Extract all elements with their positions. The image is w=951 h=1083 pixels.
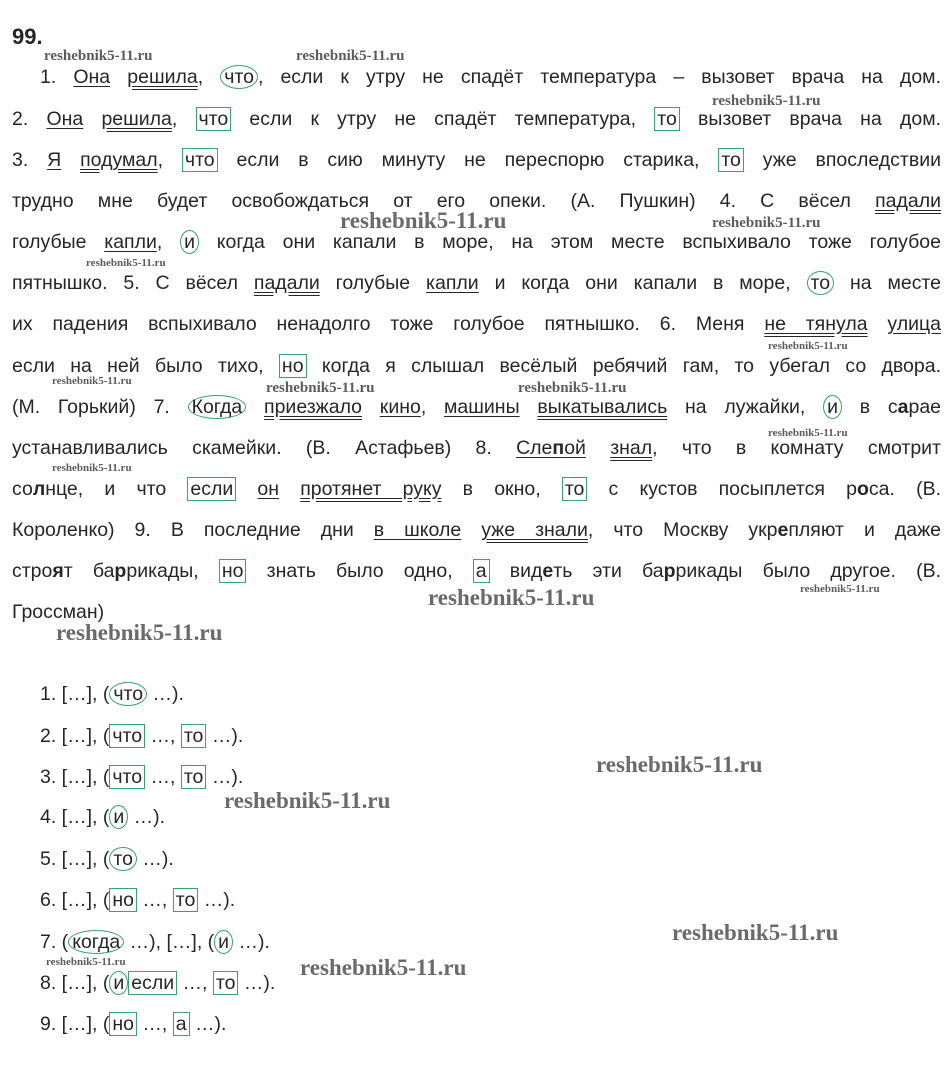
watermark: reshebnik5-11.ru xyxy=(768,427,848,439)
watermark: reshebnik5-11.ru xyxy=(518,380,627,396)
text-line-12: Короленко) 9. В последние дни в школе уже знали, что Москву укрепляют и даже xyxy=(12,519,942,541)
text-line-2: 2. Она решила, что если к утру не спадёт температура, то вызовет врача на дом. xyxy=(12,108,942,130)
text-line-8: если на ней было тихо, но когда я слышал весёлый ребячий гам, то убегал со двора. xyxy=(12,355,941,377)
scheme-9: 9. […], ( но …, а …). xyxy=(40,1013,227,1035)
watermark: reshebnik5-11.ru xyxy=(56,620,223,645)
text-line-1: 1. Она решила, что , если к утру не спадёт температура – вызовет врача на дом. xyxy=(40,66,942,88)
scheme-5: 5. […], ( то …). xyxy=(40,848,174,870)
text-line-3: 3. Я подумал, что если в сию минуту не переспорю старика, то уже впоследствии xyxy=(12,149,942,171)
watermark: reshebnik5-11.ru xyxy=(44,48,153,64)
watermark: reshebnik5-11.ru xyxy=(712,93,821,109)
text-line-9: (М. Горький) 7. Когда приезжало кино, машины выкатывались на лужайки, и в сарае xyxy=(12,396,942,418)
scheme-8: 8. […], ( и если …, то …). xyxy=(40,972,276,994)
watermark: reshebnik5-11.ru xyxy=(340,208,507,233)
watermark: reshebnik5-11.ru xyxy=(46,956,126,968)
scheme-4: 4. […], ( и …). xyxy=(40,806,166,828)
text-line-6: пятнышко. 5. С вёсел падали голубые капли и когда они капали в море, то на месте xyxy=(12,272,942,294)
watermark: reshebnik5-11.ru xyxy=(52,462,132,474)
text-line-14: Гроссман) xyxy=(12,601,105,623)
scheme-3: 3. […], ( что …, то …). xyxy=(40,766,244,788)
scheme-7: 7. ( когда …), […], ( и …). xyxy=(40,931,270,953)
scheme-2: 2. […], ( что …, то …). xyxy=(40,725,244,747)
scheme-1: 1. […], ( что …). xyxy=(40,683,184,705)
watermark: reshebnik5-11.ru xyxy=(672,920,839,945)
text-line-5: голубые капли, и когда они капали в море, на этом месте вспыхивало тоже голубое xyxy=(12,231,941,253)
text-line-4: трудно мне будет освобождаться от его опеки. (А. Пушкин) 4. С вёсел падали xyxy=(12,190,941,212)
watermark: reshebnik5-11.ru xyxy=(800,583,880,595)
watermark: reshebnik5-11.ru xyxy=(596,752,763,777)
exercise-number: 99. xyxy=(12,24,43,49)
watermark: reshebnik5-11.ru xyxy=(52,375,132,387)
watermark: reshebnik5-11.ru xyxy=(768,340,848,352)
watermark: reshebnik5-11.ru xyxy=(428,585,595,610)
watermark: reshebnik5-11.ru xyxy=(712,215,821,231)
text-line-10: устанавливались скамейки. (В. Астафьев) 8. Слепой знал, что в комнату смотрит xyxy=(12,437,941,459)
watermark: reshebnik5-11.ru xyxy=(266,380,375,396)
watermark: reshebnik5-11.ru xyxy=(296,48,405,64)
text-line-7: их падения вспыхивало ненадолго тоже голубое пятнышко. 6. Меня не тянула улица xyxy=(12,313,941,335)
text-line-11: солнце, и что если он протянет руку в окно, то с кустов посыплется роса. (В. xyxy=(12,478,942,500)
watermark: reshebnik5-11.ru xyxy=(224,788,391,813)
watermark: reshebnik5-11.ru xyxy=(86,257,166,269)
scheme-6: 6. […], ( но …, то …). xyxy=(40,889,236,911)
watermark: reshebnik5-11.ru xyxy=(300,955,467,980)
text-line-13: строят баррикады, но знать было одно, а видеть эти баррикады было другое. (В. xyxy=(12,560,941,582)
